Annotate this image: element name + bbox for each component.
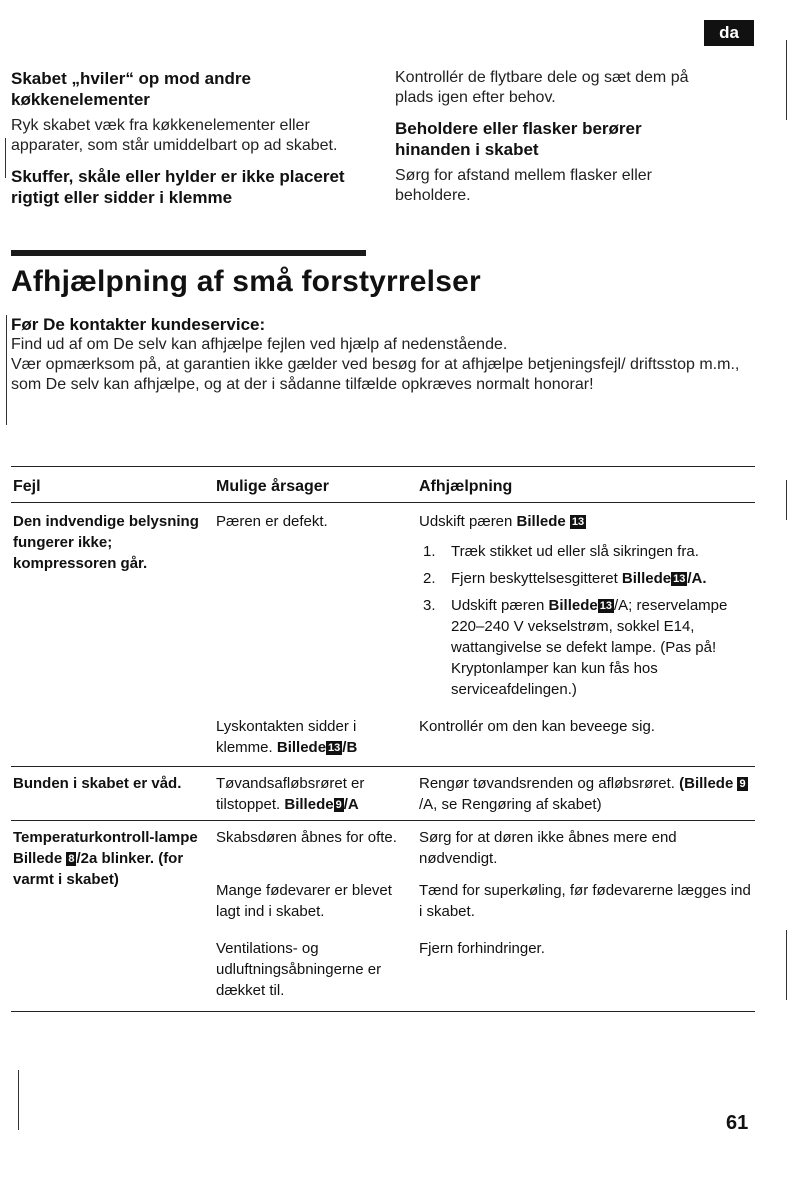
step-1-text: Træk stikket ud eller slå sikringen fra. xyxy=(451,543,699,560)
step-3-number: 3. xyxy=(423,597,436,614)
figure-13-icon: 13 xyxy=(571,516,585,528)
margin-mark xyxy=(786,930,787,1000)
cause-vents-covered: Ventilations- og udluftningsåbningerne er dækket til. xyxy=(216,940,382,999)
remedy-steps xyxy=(419,541,755,706)
margin-mark xyxy=(786,480,787,520)
page-number: 61 xyxy=(726,1112,749,1134)
margin-mark xyxy=(786,40,787,120)
remedy-paren-open: ( xyxy=(679,775,685,792)
figure-8-icon: 8 xyxy=(68,853,75,865)
table-top-rule xyxy=(11,466,755,467)
remedy-clean-drain xyxy=(419,773,755,815)
table-bottom-rule xyxy=(11,1011,755,1012)
header-fault: Fejl xyxy=(13,478,41,495)
right-column xyxy=(395,68,735,206)
cause-much-food: Mange fødevarer er blevet lagt ind i skabet. xyxy=(216,882,392,920)
step-3-suffix: /A; reservelampe 220–240 V vekselstrøm, sokkel E14, wattangivelse se defekt lampe. (Pas på! Kryptonlamper kan kun fås hos serviceafdelingen.) xyxy=(451,597,728,698)
cause-light-switch-suffix: /B xyxy=(342,739,358,756)
step-3-text: Udskift pæren xyxy=(451,597,545,614)
figure-9-icon: 9 xyxy=(739,778,746,790)
cause-light-switch-text: Lyskontakten sidder i klemme. xyxy=(216,718,357,756)
section-divider xyxy=(11,250,366,256)
cause-drain-text: Tøvandsafløbsrøret er tilstoppet. xyxy=(216,775,365,813)
step-2-suffix: /A. xyxy=(687,570,707,587)
figure-ref-label: Billede xyxy=(284,796,334,813)
remedy-replace-bulb xyxy=(419,511,755,532)
heading-cabinet-touching: Skabet „hviler“ op mod andre køkkenelementer xyxy=(11,69,251,109)
cause-drain-blocked xyxy=(216,773,406,815)
fault-temp-lamp-suffix: /2a blinker. (for varmt i skabet) xyxy=(13,850,184,888)
remedy-remove-obstacles: Fjern forhindringer. xyxy=(419,940,545,957)
margin-mark xyxy=(18,1070,19,1130)
remedy-replace-text: Udskift pæren xyxy=(419,513,513,530)
figure-13-icon: 13 xyxy=(673,573,686,585)
intro-line-1: Find ud af om De selv kan afhjælpe fejlen ved hjælp af nedenstående. xyxy=(11,336,508,353)
step-2-text: Fjern beskyttelsesgitteret xyxy=(451,570,618,587)
step-3 xyxy=(419,595,755,700)
remedy-door-opened: Sørg for at døren ikke åbnes mere end nødvendigt. xyxy=(419,829,677,867)
step-2-number: 2. xyxy=(423,570,436,587)
step-2 xyxy=(419,568,755,589)
header-remedy: Afhjælpning xyxy=(419,478,513,495)
figure-9-icon: 9 xyxy=(335,799,342,811)
figure-ref-label: Billede xyxy=(13,850,63,867)
section-title: Afhjælpning af små forstyrrelser xyxy=(11,265,481,298)
cause-bulb-defect: Pæren er defekt. xyxy=(216,513,328,530)
cause-light-switch xyxy=(216,716,406,758)
step-1-number: 1. xyxy=(423,543,436,560)
row-2-rule xyxy=(11,820,755,821)
heading-drawers: Skuffer, skåle eller hylder er ikke placeret rigtigt eller sidder i klemme xyxy=(11,167,345,207)
intro-line-2: Vær opmærksom på, at garantien ikke gælder ved besøg for at afhjælpe betjeningsfejl/ driftsstop m.m., som De selv kan afhjælpe, og at der i sådanne tilfælde opkræves normalt honorar! xyxy=(11,356,740,393)
figure-ref-label: Billede xyxy=(684,775,734,792)
margin-mark xyxy=(5,138,6,178)
remedy-clean-drain-suffix: /A, se Rengøring af skabet) xyxy=(419,796,602,813)
margin-mark xyxy=(6,315,7,425)
row-1-rule xyxy=(11,766,755,767)
remedy-clean-drain-text: Rengør tøvandsrenden og afløbsrøret. xyxy=(419,775,675,792)
cause-door-opened: Skabsdøren åbnes for ofte. xyxy=(216,829,397,846)
figure-ref-label: Billede xyxy=(621,570,672,587)
remedy-check-switch: Kontrollér om den kan beveege sig. xyxy=(419,718,655,735)
figure-ref-label: Billede xyxy=(516,513,566,530)
troubleshooting-table xyxy=(11,466,755,1016)
figure-ref-label: Billede xyxy=(276,739,327,756)
intro-block xyxy=(11,314,771,395)
language-badge: da xyxy=(704,20,754,46)
intro-heading: Før De kontakter kundeservice: xyxy=(11,315,266,334)
header-rule xyxy=(11,502,755,503)
remedy-superfreeze: Tænd for superkøling, før fødevarerne lægges ind i skabet. xyxy=(419,882,751,920)
header-causes: Mulige årsager xyxy=(216,478,329,495)
fault-temp-lamp-text: Temperaturkontroll-lampe xyxy=(13,829,198,846)
figure-ref-label: Billede xyxy=(548,597,598,614)
fault-temp-lamp xyxy=(13,827,203,890)
cause-drain-suffix: /A xyxy=(343,796,359,813)
figure-13-icon: 13 xyxy=(328,742,341,754)
paragraph-check-parts: Kontrollér de flytbare dele og sæt dem på plads igen efter behov. xyxy=(395,69,689,106)
paragraph-move-cabinet: Ryk skabet væk fra køkkenelementer eller apparater, som står umiddelbart op ad skabet. xyxy=(11,117,338,154)
step-1 xyxy=(419,541,755,562)
paragraph-spacing: Sørg for afstand mellem flasker eller beholdere. xyxy=(395,167,652,204)
fault-light: Den indvendige belysning fungerer ikke; kompressoren går. xyxy=(13,513,199,572)
left-column xyxy=(11,68,381,208)
figure-13-icon: 13 xyxy=(599,600,612,612)
fault-wet-bottom: Bunden i skabet er våd. xyxy=(13,775,182,792)
heading-containers-touching: Beholdere eller flasker berører hinanden i skabet xyxy=(395,119,642,159)
